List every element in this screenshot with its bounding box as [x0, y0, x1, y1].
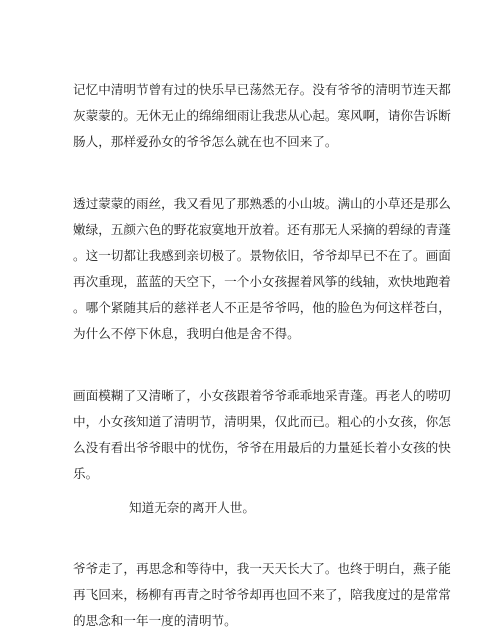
document-body: [73, 77, 451, 634]
text-line: 再次重现，蓝蓝的天空下，一个小女孩握着风筝的线轴，欢快地跑着: [73, 274, 451, 289]
text-line: 透过蒙蒙的雨丝，我又看见了那熟悉的小山坡。满山的小草还是那么: [73, 196, 451, 211]
paragraph-3: [73, 383, 451, 487]
text-line: 画面模糊了又清晰了，小女孩跟着爷爷乖乖地采青蓬。再老人的唠叨: [73, 388, 451, 403]
text-line: 乐。: [73, 466, 99, 481]
paragraph-1: [73, 77, 451, 155]
paragraph-5: [73, 556, 451, 634]
text-line: 。哪个紧随其后的慈祥老人不正是爷爷吗，他的脸色为何这样苍白，: [73, 300, 451, 315]
text-line: 再飞回来，杨柳有再青之时爷爷却再也回不来了，陪我度过的是常常: [73, 587, 451, 602]
paragraph-4: [73, 495, 433, 521]
text-line: 灰蒙蒙的。无休无止的绵绵细雨让我悲从心起。寒风啊，请你告诉断: [73, 108, 451, 123]
text-line: 爷爷走了，再思念和等待中，我一天天长大了。也终于明白，燕子能: [73, 561, 451, 576]
text-line: 为什么不停下休息，我明白他是舍不得。: [73, 326, 300, 341]
text-line: 的思念和一年一度的清明节。: [73, 613, 237, 628]
text-line: 肠人，那样爱孙女的爷爷怎么就在也不回来了。: [73, 134, 338, 149]
text-line: 么没有看出爷爷眼中的忧伤，爷爷在用最后的力量延长着小女孩的快: [73, 440, 451, 455]
text-line: 中，小女孩知道了清明节，清明果，仅此而已。粗心的小女孩，你怎: [73, 414, 451, 429]
text-line: 嫩绿，五颜六色的野花寂寞地开放着。还有那无人采摘的碧绿的青蓬: [73, 222, 451, 237]
paragraph-2: [73, 191, 451, 347]
text-line: 。这一切都让我感到亲切极了。景物依旧，爷爷却早已不在了。画面: [73, 248, 451, 263]
text-line: 记忆中清明节曾有过的快乐早已荡然无存。没有爷爷的清明节连天都: [73, 82, 451, 97]
text-line: 知道无奈的离开人世。: [129, 500, 255, 515]
